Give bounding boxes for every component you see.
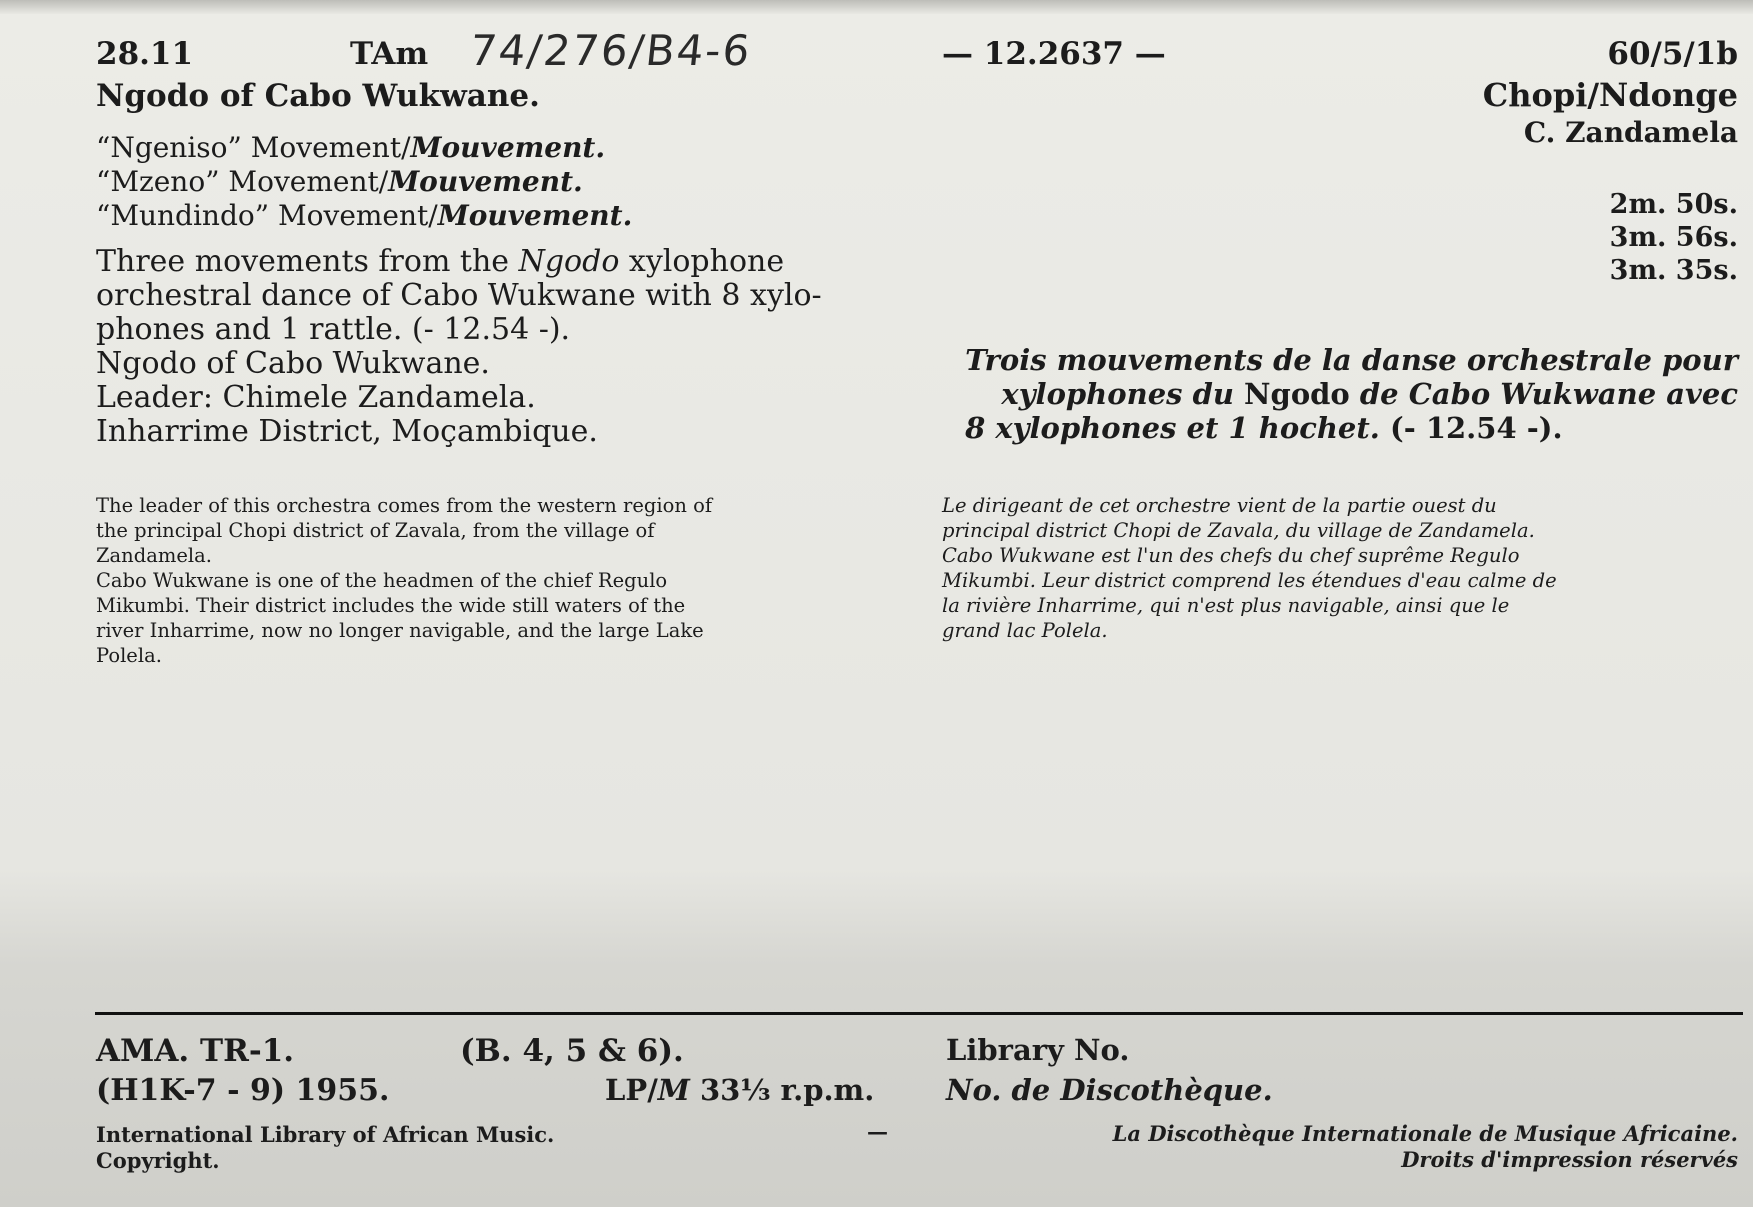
duration: 3m. 56s. xyxy=(1609,222,1738,253)
copyright-label: Copyright. xyxy=(96,1148,220,1173)
durations-list xyxy=(1610,188,1738,287)
english-notes: The leader of this orchestra comes from the western region of the principal Chopi district of Zavala, from the village of Zandamela. Cabo Wukwane is one of the headmen of the chief Regulo Mikumbi. Their district includes the wide still waters of the river Inharrime, now no longer navigable, and the large Lake Polela. xyxy=(96,494,713,667)
french-rights: Droits d'impression réservés xyxy=(1401,1147,1738,1172)
movement-item: “Mundindo” Movement/Mouvement. xyxy=(96,199,633,232)
matrix-year: (H1K-7 - 9) 1955. xyxy=(96,1073,390,1108)
people-label: Chopi/Ndonge xyxy=(1482,76,1738,114)
french-notes: Le dirigeant de cet orchestre vient de la partie ouest du principal district Chopi de Zavala, du village de Zandamela. Cabo Wukwane est l'un des chefs du chef suprême Regulo Mikumbi. Leur district comprend les étendues d'eau calme de la rivière Inharrime, qui n'est plus navigable, ainsi que le grand lac Polela. xyxy=(942,494,1557,642)
french-library-name: La Discothèque Internationale de Musique Africaine. xyxy=(1112,1121,1738,1146)
right-code: 60/5/1b xyxy=(1607,36,1738,72)
performer-name: C. Zandamela xyxy=(1523,116,1738,149)
footer-divider xyxy=(95,1012,1743,1015)
series-number: AMA. TR-1. xyxy=(96,1033,295,1069)
ilam-name: International Library of African Music. xyxy=(96,1122,555,1147)
library-number-label: Library No. xyxy=(946,1033,1130,1067)
movement-item: “Mzeno” Movement/Mouvement. xyxy=(96,165,583,198)
movements-list xyxy=(96,131,632,233)
english-description: Three movements from the Ngodo xylophone orchestral dance of Cabo Wukwane with 8 xylo- phones and 1 rattle. (- 12.54 -). Ngodo of Cabo Wukwane. Leader: Chimele Zandamela. Inharrime District, Moçambique. xyxy=(96,244,822,449)
duration: 2m. 50s. xyxy=(1609,189,1738,220)
bands-label: (B. 4, 5 & 6). xyxy=(460,1033,684,1069)
footer-dash: — xyxy=(867,1119,888,1144)
card-top-edge xyxy=(0,0,1753,14)
discotheque-label: No. de Discothèque. xyxy=(946,1073,1273,1107)
format-label: LP/M 33⅓ r.p.m. xyxy=(605,1073,875,1107)
catalog-number: 28.11 xyxy=(96,36,194,72)
duration: 3m. 35s. xyxy=(1609,255,1738,286)
record-title: Ngodo of Cabo Wukwane. xyxy=(96,78,540,114)
french-description: Trois mouvements de la danse orchestrale pour xylophones du Ngodo de Cabo Wukwane avec 8 xylophones et 1 hochet. (- 12.54 -). xyxy=(965,343,1738,445)
tam-label: TAm xyxy=(350,36,429,72)
center-number: — 12.2637 — xyxy=(942,36,1166,72)
handwritten-reference: 74/276/B4-6 xyxy=(467,26,754,75)
movement-item: “Ngeniso” Movement/Mouvement. xyxy=(96,131,606,164)
